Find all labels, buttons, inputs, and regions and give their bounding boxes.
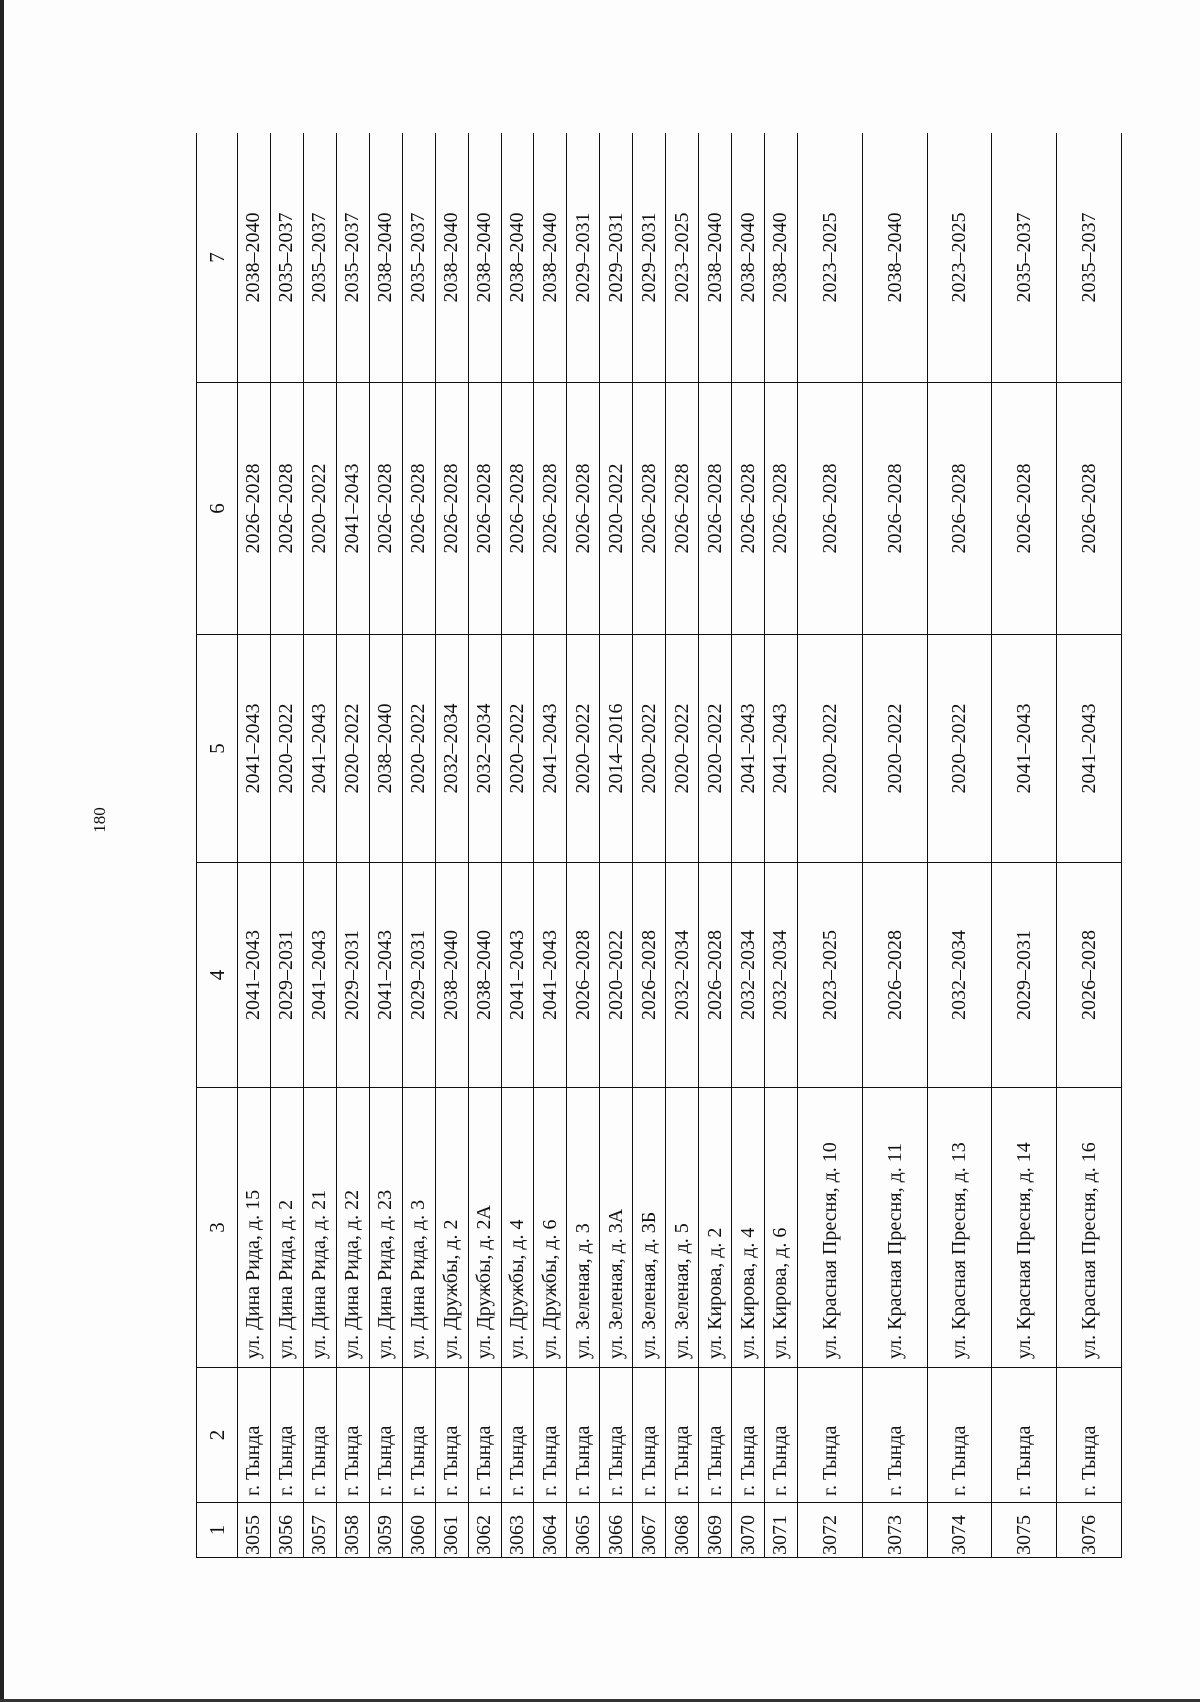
period-col4-cell: 2041–2043: [369, 863, 402, 1088]
period-col4-cell: 2041–2043: [238, 863, 271, 1088]
period-col4-cell: 2026–2028: [862, 863, 927, 1088]
table-row: [270, 133, 303, 1558]
period-col7-cell: 2035–2037: [336, 133, 369, 383]
city-cell: г. Тында: [336, 1368, 369, 1503]
table-row: [765, 133, 798, 1558]
period-col6-cell: 2026–2028: [699, 383, 732, 635]
period-col7-cell: 2038–2040: [369, 133, 402, 383]
table-row: [633, 133, 666, 1558]
city-cell: г. Тында: [435, 1368, 468, 1503]
header-row: [197, 133, 238, 1558]
period-col6-cell: 2026–2028: [862, 383, 927, 635]
address-cell: ул. Кирова, д. 4: [732, 1088, 765, 1368]
period-col7-cell: 2023–2025: [797, 133, 862, 383]
address-cell: ул. Дружбы, д. 6: [534, 1088, 567, 1368]
period-col5-cell: 2020–2022: [567, 635, 600, 863]
period-col6-cell: 2026–2028: [765, 383, 798, 635]
table-row: [992, 133, 1057, 1558]
period-col6-cell: 2020–2022: [303, 383, 336, 635]
table-row: [435, 133, 468, 1558]
row-number-cell: 3071: [765, 1503, 798, 1558]
table-row: [303, 133, 336, 1558]
city-cell: г. Тында: [270, 1368, 303, 1503]
city-cell: г. Тында: [992, 1368, 1057, 1503]
header-cell-5: 5: [197, 635, 238, 863]
period-col7-cell: 2038–2040: [732, 133, 765, 383]
period-col6-cell: 2026–2028: [732, 383, 765, 635]
row-number-cell: 3062: [468, 1503, 501, 1558]
table-row: [534, 133, 567, 1558]
table-row: [402, 133, 435, 1558]
period-col7-cell: 2029–2031: [567, 133, 600, 383]
city-cell: г. Тында: [927, 1368, 992, 1503]
period-col5-cell: 2014–2016: [600, 635, 633, 863]
period-col5-cell: 2020–2022: [402, 635, 435, 863]
period-col5-cell: 2041–2043: [303, 635, 336, 863]
period-col4-cell: 2032–2034: [666, 863, 699, 1088]
period-col4-cell: 2032–2034: [765, 863, 798, 1088]
period-col4-cell: 2029–2031: [992, 863, 1057, 1088]
period-col5-cell: 2020–2022: [927, 635, 992, 863]
period-col4-cell: 2029–2031: [336, 863, 369, 1088]
table-row: [666, 133, 699, 1558]
period-col7-cell: 2029–2031: [633, 133, 666, 383]
period-col6-cell: 2026–2028: [270, 383, 303, 635]
period-col5-cell: 2032–2034: [435, 635, 468, 863]
period-col7-cell: 2038–2040: [862, 133, 927, 383]
city-cell: г. Тында: [369, 1368, 402, 1503]
period-col7-cell: 2038–2040: [468, 133, 501, 383]
period-col5-cell: 2020–2022: [699, 635, 732, 863]
period-col6-cell: 2026–2028: [1057, 383, 1122, 635]
address-cell: ул. Дина Рида, д. 22: [336, 1088, 369, 1368]
period-col4-cell: 2029–2031: [270, 863, 303, 1088]
city-cell: г. Тында: [600, 1368, 633, 1503]
period-col6-cell: 2026–2028: [501, 383, 534, 635]
row-number-cell: 3068: [666, 1503, 699, 1558]
period-col5-cell: 2020–2022: [501, 635, 534, 863]
period-col4-cell: 2026–2028: [567, 863, 600, 1088]
row-number-cell: 3064: [534, 1503, 567, 1558]
period-col7-cell: 2038–2040: [699, 133, 732, 383]
period-col7-cell: 2035–2037: [992, 133, 1057, 383]
period-col5-cell: 2041–2043: [1057, 635, 1122, 863]
table-row: [927, 133, 992, 1558]
address-cell: ул. Красная Пресня, д. 16: [1057, 1088, 1122, 1368]
period-col4-cell: 2032–2034: [732, 863, 765, 1088]
period-col6-cell: 2026–2028: [468, 383, 501, 635]
table-row: [1057, 133, 1122, 1558]
period-col7-cell: 2035–2037: [303, 133, 336, 383]
period-col6-cell: 2020–2022: [600, 383, 633, 635]
period-col4-cell: 2032–2034: [927, 863, 992, 1088]
period-col6-cell: 2041–2043: [336, 383, 369, 635]
city-cell: г. Тында: [797, 1368, 862, 1503]
period-col5-cell: 2041–2043: [238, 635, 271, 863]
city-cell: г. Тында: [501, 1368, 534, 1503]
row-number-cell: 3056: [270, 1503, 303, 1558]
period-col5-cell: 2020–2022: [633, 635, 666, 863]
row-number-cell: 3067: [633, 1503, 666, 1558]
schedule-table: [196, 133, 1122, 1558]
city-cell: г. Тында: [468, 1368, 501, 1503]
period-col5-cell: 2038–2040: [369, 635, 402, 863]
period-col7-cell: 2038–2040: [238, 133, 271, 383]
row-number-cell: 3069: [699, 1503, 732, 1558]
period-col6-cell: 2026–2028: [369, 383, 402, 635]
address-cell: ул. Дина Рида, д. 23: [369, 1088, 402, 1368]
address-cell: ул. Красная Пресня, д. 11: [862, 1088, 927, 1368]
period-col5-cell: 2020–2022: [270, 635, 303, 863]
period-col7-cell: 2035–2037: [270, 133, 303, 383]
address-cell: ул. Дружбы, д. 4: [501, 1088, 534, 1368]
period-col6-cell: 2026–2028: [238, 383, 271, 635]
row-number-cell: 3075: [992, 1503, 1057, 1558]
row-number-cell: 3066: [600, 1503, 633, 1558]
address-cell: ул. Красная Пресня, д. 13: [927, 1088, 992, 1368]
header-cell-3: 3: [197, 1088, 238, 1368]
table-row: [567, 133, 600, 1558]
period-col4-cell: 2038–2040: [435, 863, 468, 1088]
row-number-cell: 3074: [927, 1503, 992, 1558]
row-number-cell: 3058: [336, 1503, 369, 1558]
table-row: [238, 133, 271, 1558]
table-body: [238, 133, 1122, 1558]
table-row: [501, 133, 534, 1558]
city-cell: г. Тында: [666, 1368, 699, 1503]
period-col5-cell: 2020–2022: [666, 635, 699, 863]
period-col5-cell: 2020–2022: [336, 635, 369, 863]
city-cell: г. Тында: [862, 1368, 927, 1503]
period-col6-cell: 2026–2028: [567, 383, 600, 635]
period-col4-cell: 2023–2025: [797, 863, 862, 1088]
period-col7-cell: 2023–2025: [666, 133, 699, 383]
row-number-cell: 3059: [369, 1503, 402, 1558]
address-cell: ул. Зеленая, д. 3А: [600, 1088, 633, 1368]
period-col5-cell: 2041–2043: [534, 635, 567, 863]
period-col7-cell: 2029–2031: [600, 133, 633, 383]
city-cell: г. Тында: [633, 1368, 666, 1503]
address-cell: ул. Красная Пресня, д. 10: [797, 1088, 862, 1368]
period-col5-cell: 2032–2034: [468, 635, 501, 863]
row-number-cell: 3063: [501, 1503, 534, 1558]
row-number-cell: 3060: [402, 1503, 435, 1558]
city-cell: г. Тында: [303, 1368, 336, 1503]
header-cell-2: 2: [197, 1368, 238, 1503]
period-col4-cell: 2026–2028: [699, 863, 732, 1088]
row-number-cell: 3057: [303, 1503, 336, 1558]
table-row: [797, 133, 862, 1558]
period-col7-cell: 2038–2040: [435, 133, 468, 383]
row-number-cell: 3073: [862, 1503, 927, 1558]
period-col6-cell: 2026–2028: [435, 383, 468, 635]
table-frame: [196, 133, 1122, 1558]
table-row: [369, 133, 402, 1558]
period-col5-cell: 2020–2022: [862, 635, 927, 863]
table-row: [862, 133, 927, 1558]
period-col6-cell: 2026–2028: [797, 383, 862, 635]
city-cell: г. Тында: [732, 1368, 765, 1503]
address-cell: ул. Красная Пресня, д. 14: [992, 1088, 1057, 1368]
period-col7-cell: 2035–2037: [1057, 133, 1122, 383]
period-col6-cell: 2026–2028: [402, 383, 435, 635]
address-cell: ул. Дина Рида, д. 3: [402, 1088, 435, 1368]
address-cell: ул. Кирова, д. 2: [699, 1088, 732, 1368]
row-number-cell: 3070: [732, 1503, 765, 1558]
period-col6-cell: 2026–2028: [666, 383, 699, 635]
period-col4-cell: 2026–2028: [633, 863, 666, 1088]
table-row: [732, 133, 765, 1558]
period-col6-cell: 2026–2028: [927, 383, 992, 635]
period-col4-cell: 2038–2040: [468, 863, 501, 1088]
row-number-cell: 3055: [238, 1503, 271, 1558]
table-row: [468, 133, 501, 1558]
city-cell: г. Тында: [534, 1368, 567, 1503]
period-col4-cell: 2020–2022: [600, 863, 633, 1088]
page-number: 180: [90, 807, 109, 833]
city-cell: г. Тында: [699, 1368, 732, 1503]
table-row: [336, 133, 369, 1558]
address-cell: ул. Зеленая, д. 3: [567, 1088, 600, 1368]
period-col5-cell: 2041–2043: [765, 635, 798, 863]
address-cell: ул. Зеленая, д. 3Б: [633, 1088, 666, 1368]
address-cell: ул. Дружбы, д. 2А: [468, 1088, 501, 1368]
row-number-cell: 3065: [567, 1503, 600, 1558]
address-cell: ул. Дружбы, д. 2: [435, 1088, 468, 1368]
city-cell: г. Тында: [238, 1368, 271, 1503]
header-cell-1: 1: [197, 1503, 238, 1558]
table-row: [699, 133, 732, 1558]
period-col5-cell: 2041–2043: [732, 635, 765, 863]
header-cell-4: 4: [197, 863, 238, 1088]
city-cell: г. Тында: [765, 1368, 798, 1503]
period-col4-cell: 2041–2043: [501, 863, 534, 1088]
header-cell-6: 6: [197, 383, 238, 635]
period-col6-cell: 2026–2028: [992, 383, 1057, 635]
row-number-cell: 3072: [797, 1503, 862, 1558]
header-cell-7: 7: [197, 133, 238, 383]
city-cell: г. Тында: [402, 1368, 435, 1503]
period-col7-cell: 2035–2037: [402, 133, 435, 383]
address-cell: ул. Кирова, д. 6: [765, 1088, 798, 1368]
table-row: [600, 133, 633, 1558]
row-number-cell: 3061: [435, 1503, 468, 1558]
period-col4-cell: 2041–2043: [534, 863, 567, 1088]
period-col7-cell: 2023–2025: [927, 133, 992, 383]
address-cell: ул. Дина Рида, д. 21: [303, 1088, 336, 1368]
address-cell: ул. Зеленая, д. 5: [666, 1088, 699, 1368]
period-col4-cell: 2029–2031: [402, 863, 435, 1088]
address-cell: ул. Дина Рида, д. 15: [238, 1088, 271, 1368]
row-number-cell: 3076: [1057, 1503, 1122, 1558]
period-col6-cell: 2026–2028: [633, 383, 666, 635]
period-col5-cell: 2020–2022: [797, 635, 862, 863]
period-col7-cell: 2038–2040: [765, 133, 798, 383]
scan-left-edge: [0, 0, 4, 1702]
period-col4-cell: 2041–2043: [303, 863, 336, 1088]
city-cell: г. Тында: [1057, 1368, 1122, 1503]
period-col6-cell: 2026–2028: [534, 383, 567, 635]
address-cell: ул. Дина Рида, д. 2: [270, 1088, 303, 1368]
period-col5-cell: 2041–2043: [992, 635, 1057, 863]
period-col7-cell: 2038–2040: [501, 133, 534, 383]
period-col4-cell: 2026–2028: [1057, 863, 1122, 1088]
period-col7-cell: 2038–2040: [534, 133, 567, 383]
city-cell: г. Тында: [567, 1368, 600, 1503]
